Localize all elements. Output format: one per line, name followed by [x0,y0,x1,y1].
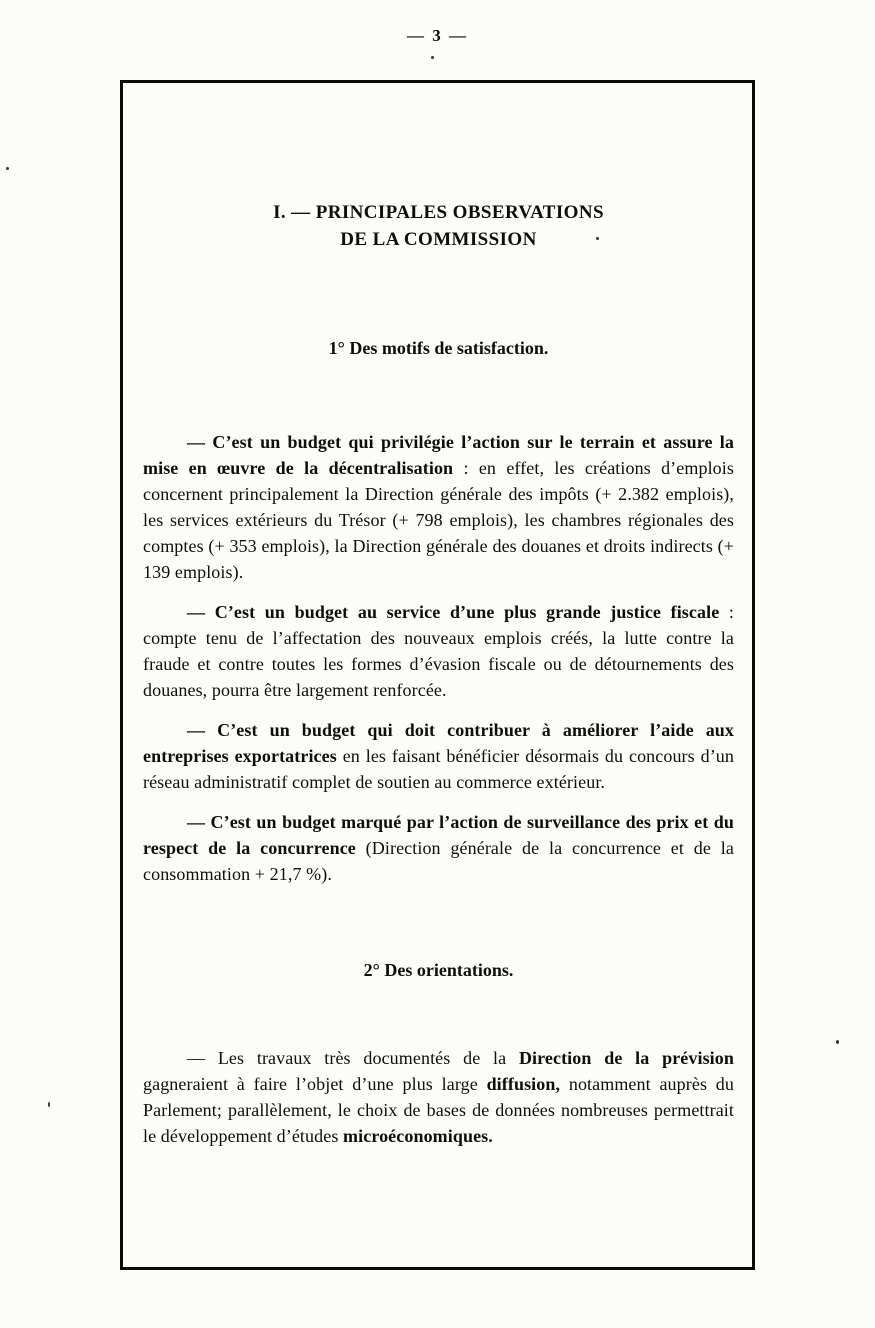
paragraph-1 [143,429,734,585]
main-heading [143,199,734,253]
scan-artifact-dot [6,167,9,170]
section-1-heading: 1° Des motifs de satisfaction. [328,338,549,358]
page-number: — 3 — [407,26,468,45]
paragraph-3-body: en les faisant bénéficier désormais du concours d’un réseau administratif complet de soutien au commerce extérieur. [143,746,734,792]
content-frame [120,80,755,1270]
paragraph-5-seg-2: gagneraient à faire l’objet d’une plus large [143,1074,487,1094]
scan-artifact-dot [48,1102,50,1107]
main-heading-line-1: I. — PRINCIPALES OBSERVATIONS [273,202,604,223]
scan-artifact-dot [431,56,434,59]
paragraph-5 [143,1045,734,1149]
paragraph-3-lead: — C’est un budget qui doit contribuer à améliorer l’aide aux entreprises exportatrices [143,720,734,766]
paragraph-5-seg-3: diffusion, [486,1074,561,1094]
paragraph-5-seg-0: — Les travaux très documentés de la [187,1048,519,1068]
paragraph-1-lead: — C’est un budget qui privilégie l’action sur le terrain et assure la mise en œuvre de la décentralisation [143,432,734,478]
section-2-heading: 2° Des orientations. [363,960,514,980]
paragraph-5-seg-1: Direction de la prévision [518,1048,734,1068]
scan-artifact-dot [836,1040,839,1044]
paragraph-3 [143,717,734,795]
paragraph-4-lead: — C’est un budget marqué par l’action de surveillance des prix et du respect de la concurrence [143,812,734,858]
paragraph-1-body: : en effet, les créations d’emplois concernent principalement la Direction générale des impôts (+ 2.382 emplois), les services extérieurs du Trésor (+ 798 emplois), les chambres régionales des comptes (+ 353 emplois), la Direction générale des douanes et droits indirects (+ 139 emplois). [143,458,734,582]
paragraph-5-seg-4: notamment auprès du Parlement; parallèlement, le choix de bases de données nombreuses permettrait le développement d’études [143,1074,734,1146]
main-heading-line-2: DE LA COMMISSION [340,229,537,250]
paragraph-2-lead: — C’est un budget au service d’une plus grande justice fiscale [187,602,720,622]
paragraph-2 [143,599,734,703]
paragraph-4 [143,809,734,887]
paragraph-4-body: (Direction générale de la concurrence et de la consommation + 21,7 %). [143,838,734,884]
paragraph-2-body: : compte tenu de l’affectation des nouveaux emplois créés, la lutte contre la fraude et contre toutes les formes d’évasion fiscale ou de détournements des douanes, pourra être largement renforcée. [143,602,735,700]
scan-artifact-dot [596,237,599,240]
paragraph-5-seg-5: microéconomiques. [343,1126,493,1146]
